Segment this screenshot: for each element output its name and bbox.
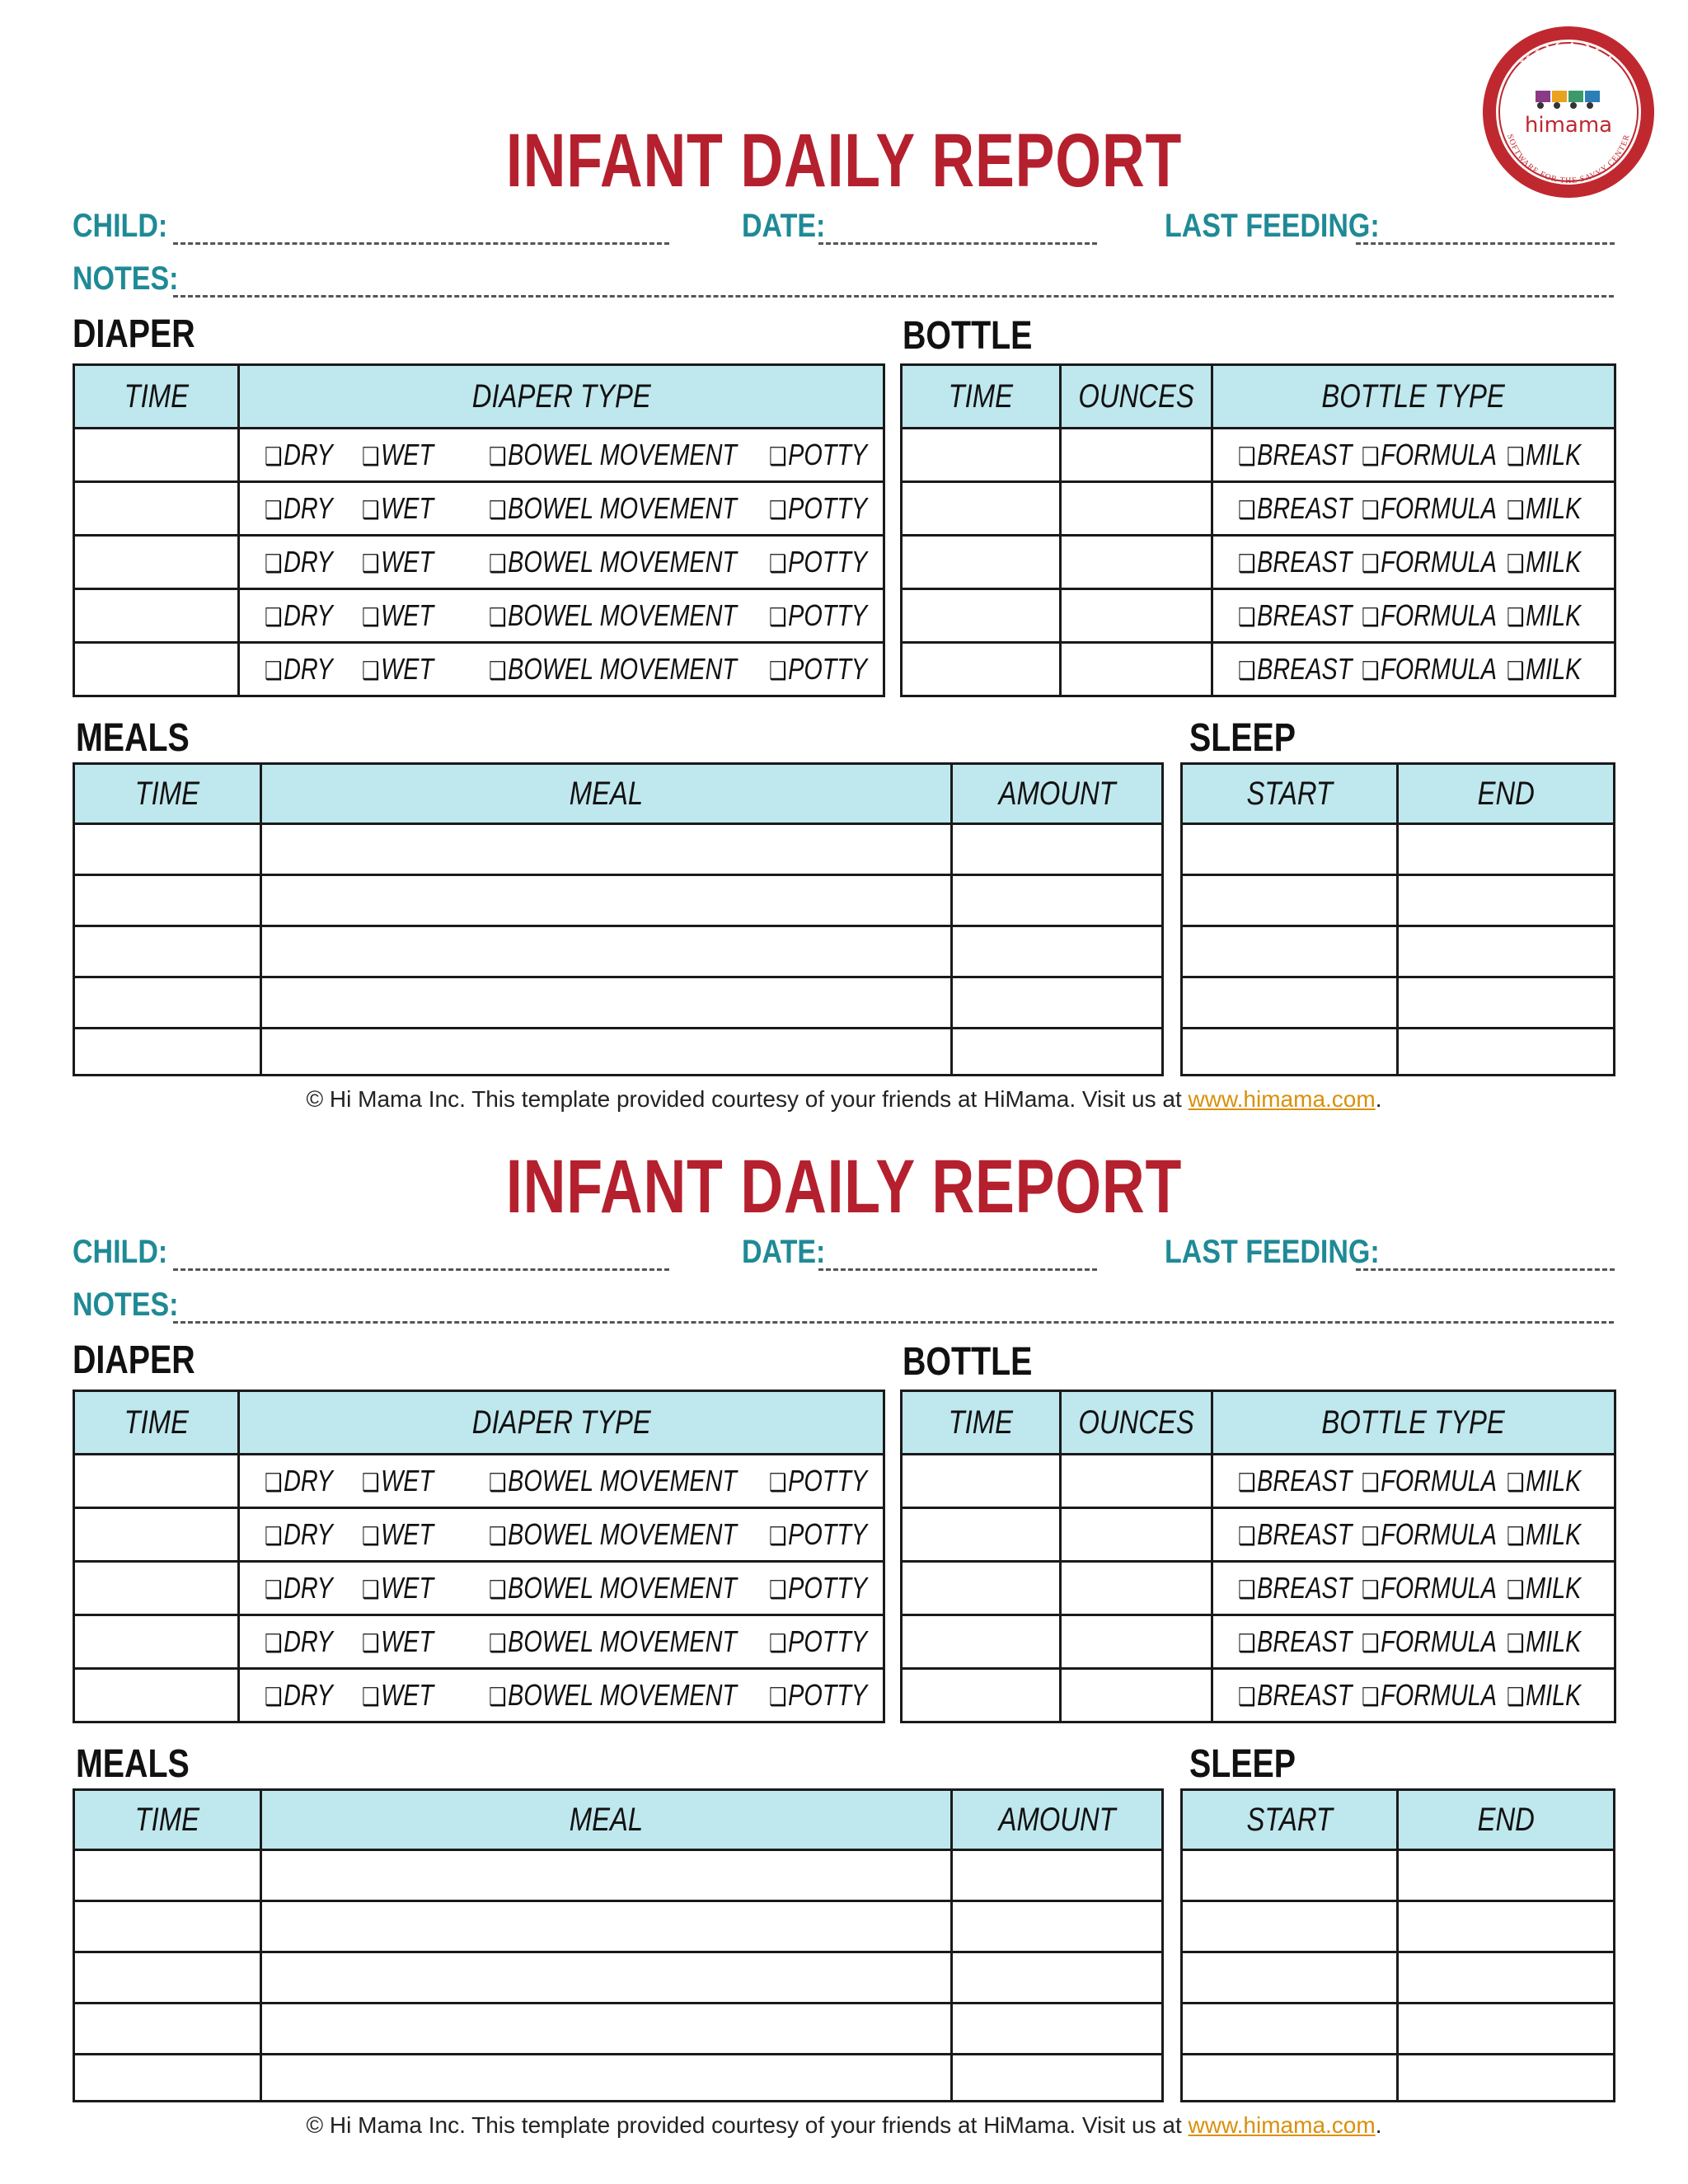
bowel-movement-checkbox[interactable]: ❑BOWEL MOVEMENT bbox=[489, 545, 738, 579]
sleep-end-cell[interactable] bbox=[1398, 2055, 1615, 2102]
milk-checkbox[interactable]: ❑MILK bbox=[1507, 1517, 1582, 1551]
bottle-time-cell[interactable] bbox=[902, 1508, 1061, 1562]
bottle-type-cell bbox=[1212, 643, 1615, 696]
bottle-time-cell[interactable] bbox=[902, 1669, 1061, 1722]
bowel-movement-checkbox[interactable]: ❑BOWEL MOVEMENT bbox=[489, 1571, 738, 1605]
milk-checkbox[interactable]: ❑MILK bbox=[1507, 652, 1582, 686]
meal-time-cell[interactable] bbox=[74, 926, 261, 977]
potty-checkbox[interactable]: ❑POTTY bbox=[769, 1464, 868, 1497]
sleep-end-header: END bbox=[1398, 1790, 1615, 1850]
diaper-time-cell[interactable] bbox=[74, 1615, 239, 1669]
dry-checkbox[interactable]: ❑DRY bbox=[265, 545, 333, 579]
diaper-type-header: DIAPER TYPE bbox=[239, 365, 884, 429]
diaper-time-header: TIME bbox=[74, 365, 239, 429]
sleep-end-cell[interactable] bbox=[1398, 2004, 1615, 2055]
diaper-time-header: TIME bbox=[74, 1391, 239, 1455]
bottle-ounces-header: OUNCES bbox=[1061, 1391, 1212, 1455]
formula-checkbox[interactable]: ❑FORMULA bbox=[1362, 1571, 1497, 1605]
formula-checkbox[interactable]: ❑FORMULA bbox=[1362, 1678, 1497, 1712]
diaper-type-cell bbox=[239, 643, 884, 696]
sleep-start-header: START bbox=[1182, 1790, 1398, 1850]
sleep-end-header: END bbox=[1398, 764, 1615, 824]
diaper-time-cell[interactable] bbox=[74, 1455, 239, 1508]
bottle-ounces-cell[interactable] bbox=[1061, 643, 1212, 696]
meal-time-cell[interactable] bbox=[74, 1952, 261, 2004]
bottle-ounces-cell[interactable] bbox=[1061, 482, 1212, 536]
diaper-time-cell[interactable] bbox=[74, 429, 239, 482]
diaper-time-cell[interactable] bbox=[74, 589, 239, 643]
child-label: CHILD: bbox=[73, 208, 168, 244]
sleep-start-cell[interactable] bbox=[1182, 926, 1398, 977]
formula-checkbox[interactable]: ❑FORMULA bbox=[1362, 545, 1497, 579]
diaper-time-cell[interactable] bbox=[74, 482, 239, 536]
diaper-time-cell[interactable] bbox=[74, 536, 239, 589]
meal-amount-cell[interactable] bbox=[952, 1850, 1163, 1901]
last-feeding-field[interactable] bbox=[1356, 242, 1615, 245]
wet-checkbox[interactable]: ❑WET bbox=[362, 1517, 434, 1551]
bottle-time-cell[interactable] bbox=[902, 429, 1061, 482]
sleep-start-cell[interactable] bbox=[1182, 2004, 1398, 2055]
milk-checkbox[interactable]: ❑MILK bbox=[1507, 491, 1582, 525]
wet-checkbox[interactable]: ❑WET bbox=[362, 598, 434, 632]
himama-link[interactable]: www.himama.com bbox=[1188, 2112, 1376, 2138]
bottle-ounces-cell[interactable] bbox=[1061, 589, 1212, 643]
meal-amount-cell[interactable] bbox=[952, 875, 1163, 926]
bottle-type-cell bbox=[1212, 1508, 1615, 1562]
page-title: INFANT DAILY REPORT bbox=[505, 119, 1183, 203]
dry-checkbox[interactable]: ❑DRY bbox=[265, 1571, 333, 1605]
meals-time-header: TIME bbox=[74, 764, 261, 824]
sleep-start-header: START bbox=[1182, 764, 1398, 824]
diaper-time-cell[interactable] bbox=[74, 1508, 239, 1562]
diaper-heading: DIAPER bbox=[73, 312, 195, 356]
notes-label: NOTES: bbox=[73, 1286, 179, 1323]
dry-checkbox[interactable]: ❑DRY bbox=[265, 1678, 333, 1712]
notes-field[interactable] bbox=[173, 295, 1614, 298]
meals-meal-header: MEAL bbox=[261, 764, 952, 824]
bowel-movement-checkbox[interactable]: ❑BOWEL MOVEMENT bbox=[489, 1517, 738, 1551]
logo-tagline: SOFTWARE FOR THE SAVVY CENTER bbox=[1505, 133, 1632, 186]
diaper-type-cell bbox=[239, 1669, 884, 1722]
sleep-heading: SLEEP bbox=[1189, 1742, 1296, 1786]
dry-checkbox[interactable]: ❑DRY bbox=[265, 438, 333, 471]
meal-amount-cell[interactable] bbox=[952, 926, 1163, 977]
breast-checkbox[interactable]: ❑BREAST bbox=[1238, 1624, 1353, 1658]
sleep-heading: SLEEP bbox=[1189, 716, 1296, 760]
bottle-ounces-header: OUNCES bbox=[1061, 365, 1212, 429]
date-label: DATE: bbox=[742, 208, 826, 244]
dry-checkbox[interactable]: ❑DRY bbox=[265, 1517, 333, 1551]
formula-checkbox[interactable]: ❑FORMULA bbox=[1362, 438, 1497, 471]
diaper-type-cell bbox=[239, 536, 884, 589]
dry-checkbox[interactable]: ❑DRY bbox=[265, 491, 333, 525]
bottle-ounces-cell[interactable] bbox=[1061, 1455, 1212, 1508]
bottle-type-cell bbox=[1212, 589, 1615, 643]
breast-checkbox[interactable]: ❑BREAST bbox=[1238, 652, 1353, 686]
formula-checkbox[interactable]: ❑FORMULA bbox=[1362, 491, 1497, 525]
potty-checkbox[interactable]: ❑POTTY bbox=[769, 598, 868, 632]
sleep-end-cell[interactable] bbox=[1398, 824, 1615, 875]
formula-checkbox[interactable]: ❑FORMULA bbox=[1362, 598, 1497, 632]
potty-checkbox[interactable]: ❑POTTY bbox=[769, 1571, 868, 1605]
potty-checkbox[interactable]: ❑POTTY bbox=[769, 1517, 868, 1551]
bottle-type-cell bbox=[1212, 1562, 1615, 1615]
dry-checkbox[interactable]: ❑DRY bbox=[265, 652, 333, 686]
diaper-type-cell bbox=[239, 1615, 884, 1669]
date-field[interactable] bbox=[818, 1268, 1097, 1271]
date-label: DATE: bbox=[742, 1234, 826, 1270]
sleep-end-cell[interactable] bbox=[1398, 926, 1615, 977]
bottle-time-cell[interactable] bbox=[902, 1562, 1061, 1615]
diaper-type-cell bbox=[239, 1455, 884, 1508]
bowel-movement-checkbox[interactable]: ❑BOWEL MOVEMENT bbox=[489, 598, 738, 632]
milk-checkbox[interactable]: ❑MILK bbox=[1507, 1624, 1582, 1658]
bottle-heading: BOTTLE bbox=[903, 314, 1033, 358]
milk-checkbox[interactable]: ❑MILK bbox=[1507, 1678, 1582, 1712]
bottle-table bbox=[900, 1390, 1616, 1723]
meal-cell[interactable] bbox=[261, 875, 952, 926]
child-field[interactable] bbox=[173, 1268, 669, 1271]
meals-heading: MEALS bbox=[76, 1742, 190, 1786]
breast-checkbox[interactable]: ❑BREAST bbox=[1238, 545, 1353, 579]
bottle-type-cell bbox=[1212, 482, 1615, 536]
diaper-table bbox=[73, 1390, 885, 1723]
date-field[interactable] bbox=[818, 242, 1097, 245]
meal-amount-cell[interactable] bbox=[952, 2004, 1163, 2055]
footer-end: . bbox=[1375, 2112, 1382, 2138]
sleep-start-cell[interactable] bbox=[1182, 977, 1398, 1029]
bottle-ounces-cell[interactable] bbox=[1061, 1615, 1212, 1669]
last-feeding-label: LAST FEEDING: bbox=[1165, 208, 1380, 244]
milk-checkbox[interactable]: ❑MILK bbox=[1507, 1571, 1582, 1605]
meal-amount-cell[interactable] bbox=[952, 1901, 1163, 1952]
bowel-movement-checkbox[interactable]: ❑BOWEL MOVEMENT bbox=[489, 438, 738, 471]
footer-text: © Hi Mama Inc. This template provided courtesy of your friends at HiMama. Visit us at bbox=[306, 1086, 1189, 1112]
bottle-type-cell bbox=[1212, 536, 1615, 589]
sleep-start-cell[interactable] bbox=[1182, 1952, 1398, 2004]
diaper-heading: DIAPER bbox=[73, 1338, 195, 1382]
breast-checkbox[interactable]: ❑BREAST bbox=[1238, 491, 1353, 525]
breast-checkbox[interactable]: ❑BREAST bbox=[1238, 1517, 1353, 1551]
meals-heading: MEALS bbox=[76, 716, 190, 760]
bottle-time-header: TIME bbox=[902, 1391, 1061, 1455]
sleep-end-cell[interactable] bbox=[1398, 977, 1615, 1029]
meal-time-cell[interactable] bbox=[74, 875, 261, 926]
diaper-type-cell bbox=[239, 429, 884, 482]
footer-text: © Hi Mama Inc. This template provided courtesy of your friends at HiMama. Visit us at bbox=[306, 2112, 1189, 2138]
potty-checkbox[interactable]: ❑POTTY bbox=[769, 491, 868, 525]
bowel-movement-checkbox[interactable]: ❑BOWEL MOVEMENT bbox=[489, 1624, 738, 1658]
wet-checkbox[interactable]: ❑WET bbox=[362, 545, 434, 579]
meal-time-cell[interactable] bbox=[74, 824, 261, 875]
diaper-type-header: DIAPER TYPE bbox=[239, 1391, 884, 1455]
meal-time-cell[interactable] bbox=[74, 2004, 261, 2055]
bottle-ounces-cell[interactable] bbox=[1061, 1669, 1212, 1722]
milk-checkbox[interactable]: ❑MILK bbox=[1507, 545, 1582, 579]
dry-checkbox[interactable]: ❑DRY bbox=[265, 598, 333, 632]
bowel-movement-checkbox[interactable]: ❑BOWEL MOVEMENT bbox=[489, 1464, 738, 1497]
bottle-type-cell bbox=[1212, 1615, 1615, 1669]
sleep-start-cell[interactable] bbox=[1182, 1901, 1398, 1952]
formula-checkbox[interactable]: ❑FORMULA bbox=[1362, 1464, 1497, 1497]
sleep-end-cell[interactable] bbox=[1398, 1901, 1615, 1952]
diaper-table bbox=[73, 363, 885, 697]
wet-checkbox[interactable]: ❑WET bbox=[362, 1624, 434, 1658]
wet-checkbox[interactable]: ❑WET bbox=[362, 652, 434, 686]
logo-brand: himama bbox=[1524, 113, 1613, 138]
meals-table bbox=[73, 1788, 1164, 2102]
notes-label: NOTES: bbox=[73, 260, 179, 297]
bowel-movement-checkbox[interactable]: ❑BOWEL MOVEMENT bbox=[489, 1678, 738, 1712]
diaper-time-cell[interactable] bbox=[74, 1562, 239, 1615]
last-feeding-field[interactable] bbox=[1356, 1268, 1615, 1271]
wet-checkbox[interactable]: ❑WET bbox=[362, 491, 434, 525]
bottle-ounces-cell[interactable] bbox=[1061, 1562, 1212, 1615]
meal-cell[interactable] bbox=[261, 2004, 952, 2055]
footer bbox=[0, 2112, 1688, 2139]
bottle-type-cell bbox=[1212, 1669, 1615, 1722]
meals-meal-header: MEAL bbox=[261, 1790, 952, 1850]
meal-cell[interactable] bbox=[261, 1850, 952, 1901]
sleep-start-cell[interactable] bbox=[1182, 1850, 1398, 1901]
bottle-type-header: BOTTLE TYPE bbox=[1212, 365, 1615, 429]
meal-amount-cell[interactable] bbox=[952, 824, 1163, 875]
milk-checkbox[interactable]: ❑MILK bbox=[1507, 598, 1582, 632]
potty-checkbox[interactable]: ❑POTTY bbox=[769, 545, 868, 579]
meal-amount-cell[interactable] bbox=[952, 1952, 1163, 2004]
diaper-type-cell bbox=[239, 589, 884, 643]
meal-time-cell[interactable] bbox=[74, 1901, 261, 1952]
bottle-ounces-cell[interactable] bbox=[1061, 429, 1212, 482]
sleep-start-cell[interactable] bbox=[1182, 2055, 1398, 2102]
meal-cell[interactable] bbox=[261, 824, 952, 875]
report-2 bbox=[0, 1026, 1688, 2138]
breast-checkbox[interactable]: ❑BREAST bbox=[1238, 598, 1353, 632]
formula-checkbox[interactable]: ❑FORMULA bbox=[1362, 1624, 1497, 1658]
diaper-time-cell[interactable] bbox=[74, 1669, 239, 1722]
dry-checkbox[interactable]: ❑DRY bbox=[265, 1624, 333, 1658]
meal-time-cell[interactable] bbox=[74, 977, 261, 1029]
last-feeding-label: LAST FEEDING: bbox=[1165, 1234, 1380, 1270]
milk-checkbox[interactable]: ❑MILK bbox=[1507, 1464, 1582, 1497]
potty-checkbox[interactable]: ❑POTTY bbox=[769, 438, 868, 471]
formula-checkbox[interactable]: ❑FORMULA bbox=[1362, 1517, 1497, 1551]
breast-checkbox[interactable]: ❑BREAST bbox=[1238, 1464, 1353, 1497]
bottle-time-header: TIME bbox=[902, 365, 1061, 429]
wet-checkbox[interactable]: ❑WET bbox=[362, 438, 434, 471]
bottle-time-cell[interactable] bbox=[902, 536, 1061, 589]
himama-link[interactable]: www.himama.com bbox=[1188, 1086, 1376, 1112]
meal-amount-cell[interactable] bbox=[952, 977, 1163, 1029]
sleep-end-cell[interactable] bbox=[1398, 1952, 1615, 2004]
potty-checkbox[interactable]: ❑POTTY bbox=[769, 1678, 868, 1712]
bottle-ounces-cell[interactable] bbox=[1061, 1508, 1212, 1562]
dry-checkbox[interactable]: ❑DRY bbox=[265, 1464, 333, 1497]
notes-field[interactable] bbox=[173, 1321, 1614, 1324]
bottle-type-cell bbox=[1212, 429, 1615, 482]
formula-checkbox[interactable]: ❑FORMULA bbox=[1362, 652, 1497, 686]
wet-checkbox[interactable]: ❑WET bbox=[362, 1464, 434, 1497]
meal-cell[interactable] bbox=[261, 1901, 952, 1952]
bottle-time-cell[interactable] bbox=[902, 1455, 1061, 1508]
meal-cell[interactable] bbox=[261, 977, 952, 1029]
meals-amount-header: AMOUNT bbox=[952, 764, 1163, 824]
diaper-type-cell bbox=[239, 1508, 884, 1562]
wet-checkbox[interactable]: ❑WET bbox=[362, 1678, 434, 1712]
meal-cell[interactable] bbox=[261, 2055, 952, 2102]
sleep-table bbox=[1180, 1788, 1615, 2102]
bottle-table bbox=[900, 363, 1616, 697]
meal-cell[interactable] bbox=[261, 1952, 952, 2004]
logo-top-text: HIMAMA bbox=[1516, 37, 1621, 75]
meal-cell[interactable] bbox=[261, 926, 952, 977]
meals-amount-header: AMOUNT bbox=[952, 1790, 1163, 1850]
diaper-type-cell bbox=[239, 482, 884, 536]
sleep-end-cell[interactable] bbox=[1398, 875, 1615, 926]
diaper-type-cell bbox=[239, 1562, 884, 1615]
page-title: INFANT DAILY REPORT bbox=[505, 1145, 1183, 1229]
meal-amount-cell[interactable] bbox=[952, 2055, 1163, 2102]
meals-time-header: TIME bbox=[74, 1790, 261, 1850]
meal-time-cell[interactable] bbox=[74, 1850, 261, 1901]
potty-checkbox[interactable]: ❑POTTY bbox=[769, 1624, 868, 1658]
bottle-time-cell[interactable] bbox=[902, 589, 1061, 643]
child-field[interactable] bbox=[173, 242, 669, 245]
bowel-movement-checkbox[interactable]: ❑BOWEL MOVEMENT bbox=[489, 491, 738, 525]
child-label: CHILD: bbox=[73, 1234, 168, 1270]
bottle-heading: BOTTLE bbox=[903, 1340, 1033, 1384]
bowel-movement-checkbox[interactable]: ❑BOWEL MOVEMENT bbox=[489, 652, 738, 686]
bottle-ounces-cell[interactable] bbox=[1061, 536, 1212, 589]
wet-checkbox[interactable]: ❑WET bbox=[362, 1571, 434, 1605]
potty-checkbox[interactable]: ❑POTTY bbox=[769, 652, 868, 686]
meal-time-cell[interactable] bbox=[74, 2055, 261, 2102]
milk-checkbox[interactable]: ❑MILK bbox=[1507, 438, 1582, 471]
sleep-start-cell[interactable] bbox=[1182, 875, 1398, 926]
breast-checkbox[interactable]: ❑BREAST bbox=[1238, 1571, 1353, 1605]
breast-checkbox[interactable]: ❑BREAST bbox=[1238, 438, 1353, 471]
bottle-time-cell[interactable] bbox=[902, 643, 1061, 696]
bottle-time-cell[interactable] bbox=[902, 1615, 1061, 1669]
sleep-end-cell[interactable] bbox=[1398, 1850, 1615, 1901]
sleep-start-cell[interactable] bbox=[1182, 824, 1398, 875]
bottle-time-cell[interactable] bbox=[902, 482, 1061, 536]
bottle-type-cell bbox=[1212, 1455, 1615, 1508]
breast-checkbox[interactable]: ❑BREAST bbox=[1238, 1678, 1353, 1712]
bottle-type-header: BOTTLE TYPE bbox=[1212, 1391, 1615, 1455]
diaper-time-cell[interactable] bbox=[74, 643, 239, 696]
footer-end: . bbox=[1375, 1086, 1382, 1112]
